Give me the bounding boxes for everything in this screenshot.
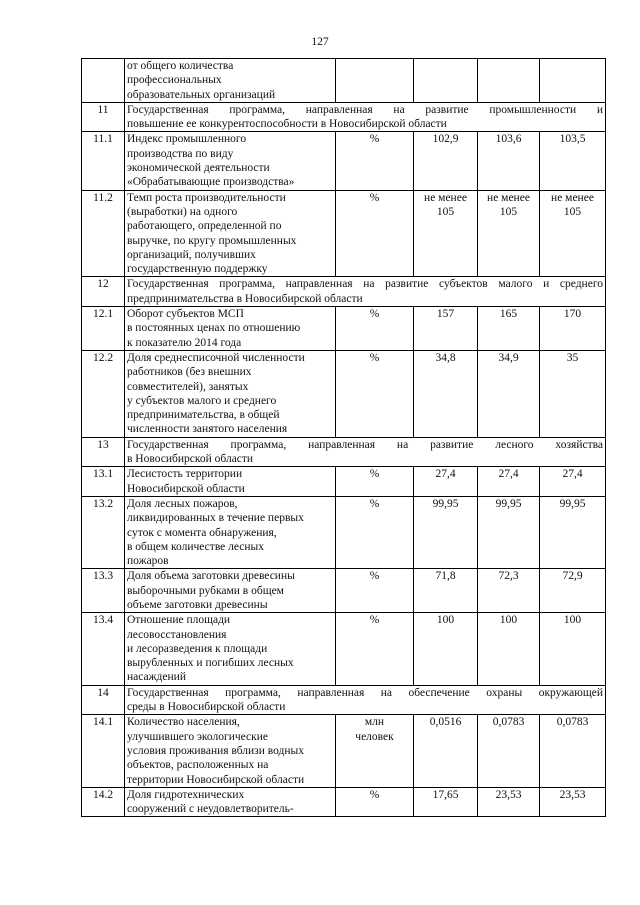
value-cell: [414, 715, 478, 787]
indicator-name-line: пожаров: [127, 555, 169, 568]
program-title-line: Государственная программа, направленная на обеспечение охраны окружающей: [127, 686, 603, 699]
unit-cell: [336, 496, 414, 568]
value-line: 102,9: [432, 133, 459, 146]
indicator-name-line: «Обрабатывающие производства»: [127, 176, 295, 189]
indicator-name-line: выборочными рубками в общем: [127, 584, 284, 597]
indicator-name-line: территории Новосибирской области: [127, 773, 305, 786]
program-title-line: Государственная программа, направленная на развитие субъектов малого и среднего: [127, 278, 603, 291]
unit-line: %: [369, 497, 380, 510]
value-cell: [478, 467, 540, 497]
program-title-line: повышение ее конкурентоспособности в Новосибирской области: [127, 118, 447, 131]
unit-line: %: [369, 570, 380, 583]
value-cell: [478, 613, 540, 685]
value-cell: [478, 715, 540, 787]
row-number: 12: [82, 277, 125, 307]
unit-line: %: [369, 468, 380, 481]
indicator-name-line: объеме заготовки древесины: [127, 598, 268, 611]
value-cell: [478, 569, 540, 613]
value-line: 105: [499, 205, 518, 218]
row-number: 13.4: [82, 613, 125, 685]
indicator-name-line: вырубленных и погибших лесных: [127, 657, 294, 670]
indicator-row: [82, 467, 606, 497]
value-cell: [414, 190, 478, 277]
unit-line: млн: [364, 716, 385, 729]
row-number: 13: [82, 437, 125, 467]
indicator-name-line: Доля среднесписочной численности: [127, 351, 305, 364]
value-line: 100: [499, 614, 518, 627]
value-cell: [540, 613, 606, 685]
value-cell: [414, 350, 478, 437]
indicator-name-line: Темп роста производительности: [127, 191, 286, 204]
value-line: 157: [436, 308, 455, 321]
value-line: 27,4: [562, 468, 583, 481]
program-row: [82, 437, 606, 467]
unit-line: человек: [355, 730, 394, 743]
indicators-table: [81, 58, 606, 817]
indicator-name: [125, 715, 336, 787]
indicator-name-line: в общем количестве лесных: [127, 540, 265, 553]
value-cell: [540, 569, 606, 613]
value-line: 100: [436, 614, 455, 627]
indicator-name-line: объектов, расположенных на: [127, 759, 269, 772]
value-line: 99,95: [559, 497, 586, 510]
value-cell: [540, 307, 606, 351]
value-cell: [540, 496, 606, 568]
unit-cell: [336, 59, 414, 103]
indicator-name-line: производства по виду: [127, 147, 234, 160]
value-line: 34,8: [435, 351, 456, 364]
program-row: [82, 277, 606, 307]
row-number: [82, 59, 125, 103]
value-cell: [540, 787, 606, 817]
value-line: 27,4: [435, 468, 456, 481]
value-cell: [414, 569, 478, 613]
indicator-name-line: Количество населения,: [127, 716, 240, 729]
program-title: [125, 437, 606, 467]
value-line: 72,9: [562, 570, 583, 583]
value-cell: [478, 132, 540, 190]
value-line: 105: [436, 205, 455, 218]
unit-line: %: [369, 788, 380, 801]
program-title-line: Государственная программа, направленная на развитие промышленности и: [127, 103, 603, 116]
indicator-name-line: (выработки) на одного: [127, 205, 238, 218]
indicator-name-line: суток с момента обнаружения,: [127, 526, 277, 539]
indicator-name-line: образовательных организаций: [127, 88, 276, 101]
value-cell: [414, 132, 478, 190]
value-line: 71,8: [435, 570, 456, 583]
unit-line: %: [369, 191, 380, 204]
value-line: 0,0783: [492, 716, 525, 729]
value-line: 35: [566, 351, 579, 364]
program-title-line: среды в Новосибирской области: [127, 701, 286, 714]
unit-cell: [336, 132, 414, 190]
row-number: 14.1: [82, 715, 125, 787]
value-line: 27,4: [498, 468, 519, 481]
value-cell: [414, 613, 478, 685]
row-number: 12.1: [82, 307, 125, 351]
program-title: [125, 277, 606, 307]
value-line: не менее: [424, 191, 467, 204]
indicator-name: [125, 787, 336, 817]
indicator-name: [125, 467, 336, 497]
indicator-name-line: Отношение площади: [127, 614, 231, 627]
row-number: 11.1: [82, 132, 125, 190]
value-cell: [478, 350, 540, 437]
unit-cell: [336, 715, 414, 787]
indicator-name-line: экономической деятельности: [127, 162, 270, 175]
indicator-row: [82, 350, 606, 437]
value-line: 165: [499, 308, 518, 321]
indicator-name-line: в постоянных ценах по отношению: [127, 322, 301, 335]
value-cell: [414, 467, 478, 497]
unit-line: %: [369, 308, 380, 321]
unit-cell: [336, 787, 414, 817]
unit-cell: [336, 467, 414, 497]
value-cell: [414, 496, 478, 568]
value-line: 0,0516: [429, 716, 462, 729]
row-number: 11.2: [82, 190, 125, 277]
indicator-name: [125, 190, 336, 277]
indicator-name-line: у субъектов малого и среднего: [127, 394, 277, 407]
indicator-row: [82, 715, 606, 787]
value-line: не менее: [487, 191, 530, 204]
indicator-name-line: сооружений с неудовлетворитель-: [127, 803, 294, 816]
row-number: 11: [82, 102, 125, 132]
value-cell: [414, 59, 478, 103]
row-number: 14.2: [82, 787, 125, 817]
indicator-row: [82, 569, 606, 613]
value-line: 99,95: [432, 497, 459, 510]
value-cell: [540, 132, 606, 190]
indicator-name: [125, 613, 336, 685]
indicator-name-line: совместителей), занятых: [127, 380, 249, 393]
indicator-name-line: государственную поддержку: [127, 263, 268, 276]
row-number: 13.2: [82, 496, 125, 568]
indicator-row: [82, 613, 606, 685]
value-cell: [478, 496, 540, 568]
unit-line: %: [369, 351, 380, 364]
program-title-line: Государственная программа, направленная на развитие лесного хозяйства: [127, 438, 603, 451]
indicator-row: [82, 190, 606, 277]
value-cell: [540, 350, 606, 437]
indicator-name-line: и лесоразведения к площади: [127, 642, 268, 655]
value-cell: [414, 307, 478, 351]
value-cell: [478, 190, 540, 277]
unit-cell: [336, 190, 414, 277]
indicator-name-line: от общего количества: [127, 60, 234, 72]
indicator-name-line: организаций, получивших: [127, 248, 256, 261]
indicator-name-line: насаждений: [127, 671, 186, 684]
value-cell: [478, 307, 540, 351]
unit-cell: [336, 350, 414, 437]
indicator-name-line: к показателю 2014 года: [127, 336, 242, 349]
indicator-row: [82, 307, 606, 351]
value-line: 0,0783: [556, 716, 589, 729]
unit-line: %: [369, 133, 380, 146]
row-number: 12.2: [82, 350, 125, 437]
indicator-name-line: работающего, определенной по: [127, 220, 282, 233]
indicator-row: [82, 787, 606, 817]
program-row: [82, 102, 606, 132]
value-cell: [540, 467, 606, 497]
unit-cell: [336, 307, 414, 351]
unit-cell: [336, 613, 414, 685]
indicator-name: [125, 307, 336, 351]
indicator-name-line: Лесистость территории: [127, 468, 243, 481]
indicator-name-line: Доля объема заготовки древесины: [127, 570, 295, 583]
value-line: 99,95: [495, 497, 522, 510]
program-row: [82, 685, 606, 715]
indicator-name-line: ликвидированных в течение первых: [127, 512, 304, 525]
row-number: 13.3: [82, 569, 125, 613]
indicator-name-line: Индекс промышленного: [127, 133, 247, 146]
row-number: 14: [82, 685, 125, 715]
row-number: 13.1: [82, 467, 125, 497]
value-line: 103,5: [559, 133, 586, 146]
value-line: 103,6: [495, 133, 522, 146]
indicator-name-line: Оборот субъектов МСП: [127, 308, 244, 321]
value-line: 105: [563, 205, 582, 218]
indicator-name-line: численности занятого населения: [127, 423, 288, 436]
indicator-name-line: Доля лесных пожаров,: [127, 497, 238, 510]
program-title: [125, 102, 606, 132]
value-line: 23,53: [495, 788, 522, 801]
program-title: [125, 685, 606, 715]
value-cell: [414, 787, 478, 817]
value-line: 23,53: [559, 788, 586, 801]
value-cell: [540, 59, 606, 103]
value-line: не менее: [551, 191, 594, 204]
indicator-name: [125, 569, 336, 613]
value-line: 17,65: [432, 788, 459, 801]
value-cell: [540, 190, 606, 277]
indicator-name-line: профессиональных: [127, 74, 222, 87]
value-cell: [540, 715, 606, 787]
value-line: 100: [563, 614, 582, 627]
indicator-row: [82, 59, 606, 103]
value-cell: [478, 59, 540, 103]
value-line: 170: [563, 308, 582, 321]
unit-line: %: [369, 614, 380, 627]
indicator-name-line: работников (без внешних: [127, 366, 252, 379]
indicator-name-line: выручке, по кругу промышленных: [127, 234, 297, 247]
indicator-name-line: улучшившего экологические: [127, 730, 268, 743]
indicator-name-line: Доля гидротехнических: [127, 788, 245, 801]
indicator-row: [82, 496, 606, 568]
indicator-name-line: Новосибирской области: [127, 482, 245, 495]
indicator-name: [125, 496, 336, 568]
value-line: 34,9: [498, 351, 519, 364]
indicator-name-line: лесовосстановления: [127, 628, 227, 641]
indicator-name: [125, 350, 336, 437]
value-line: 72,3: [498, 570, 519, 583]
program-title-line: в Новосибирской области: [127, 453, 254, 466]
indicator-name: [125, 59, 336, 103]
indicator-name: [125, 132, 336, 190]
indicator-row: [82, 132, 606, 190]
page-number: 127: [311, 36, 329, 48]
program-title-line: предпринимательства в Новосибирской области: [127, 292, 363, 305]
value-cell: [478, 787, 540, 817]
indicator-name-line: условия проживания вблизи водных: [127, 744, 304, 757]
indicator-name-line: предпринимательства, в общей: [127, 409, 280, 422]
unit-cell: [336, 569, 414, 613]
